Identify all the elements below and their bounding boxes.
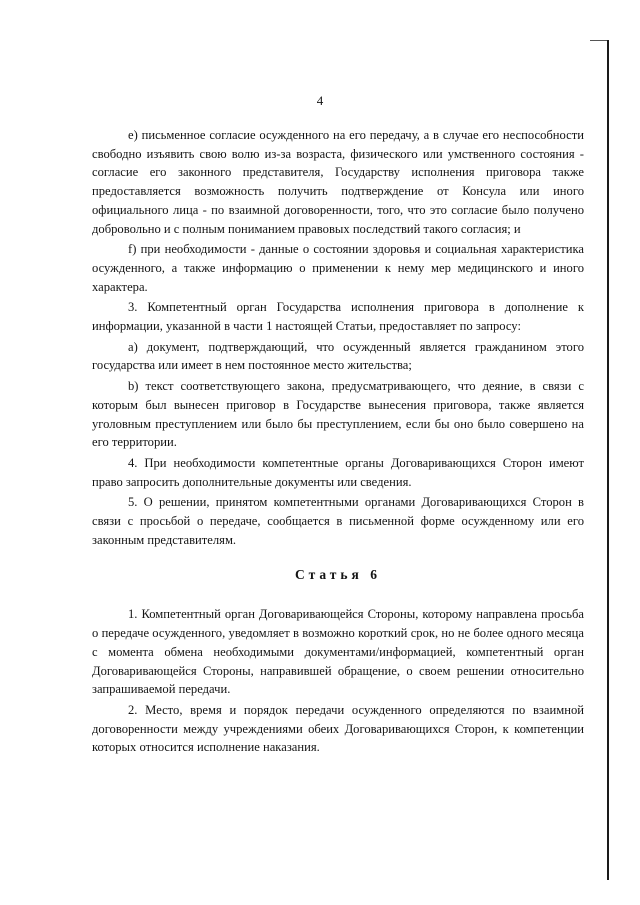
paragraph-consent: е) письменное согласие осужденного на его передачу, а в случае его неспособности свободно изъявить свою волю из-за возраста, физического или умственного состояния - согласие его законного представителя, Государству исполнения приговора также предоставляется возможность получить подтверждение от Консула или иного официального лица - по взаимной договоренности, того, что это согласие было получено добровольно и с полным пониманием правовых последствий такого согласия; и [92, 128, 584, 236]
document-body [92, 126, 584, 759]
paragraph-item-4: 4. При необходимости компетентные органы Договаривающихся Сторон имеют право запросить дополнительные документы или сведения. [92, 455, 584, 489]
paragraph-health-data: f) при необходимости - данные о состоянии здоровья и социальная характеристика осужденного, а также информацию о применении к нему мер медицинского и иного характера. [92, 242, 584, 294]
article-paragraph-1: 1. Компетентный орган Договаривающейся Стороны, которому направлена просьба о передаче осужденного, уведомляет в возможно короткий срок, но не более одного месяца с момента обмена необходимыми документами/информацией, компетентный орган Договаривающейся Стороны, направившей обращение, о своем решении относительно запрашиваемой передачи. [92, 607, 584, 697]
scan-border-right [607, 40, 609, 880]
article-paragraph-2: 2. Место, время и порядок передачи осужденного определяются по взаимной договоренности между учреждениями обеих Договаривающихся Сторон, к компетенции которых относится исполнение наказания. [92, 702, 584, 755]
paragraph-item-3: 3. Компетентный орган Государства исполнения приговора в дополнение к информации, указанной в части 1 настоящей Статьи, предоставляет по запросу: [92, 300, 584, 334]
article-heading: Статья 6 [295, 567, 381, 583]
paragraph-item-3a: а) документ, подтверждающий, что осужденный является гражданином этого государства или имеет в нем постоянное место жительства; [92, 339, 584, 373]
paragraph-item-5: 5. О решении, принятом компетентными органами Договаривающихся Сторон в связи с просьбой о передаче, сообщается в письменной форме осужденному или его законным представителям. [92, 495, 584, 547]
page-number: 4 [316, 93, 324, 108]
paragraph-item-3b: b) текст соответствующего закона, предусматривающего, что деяние, в связи с которым был вынесен приговор в Государстве вынесения приговора, также является уголовным преступлением или было бы преступлением, если бы оно было совершено на его территории. [92, 379, 584, 450]
